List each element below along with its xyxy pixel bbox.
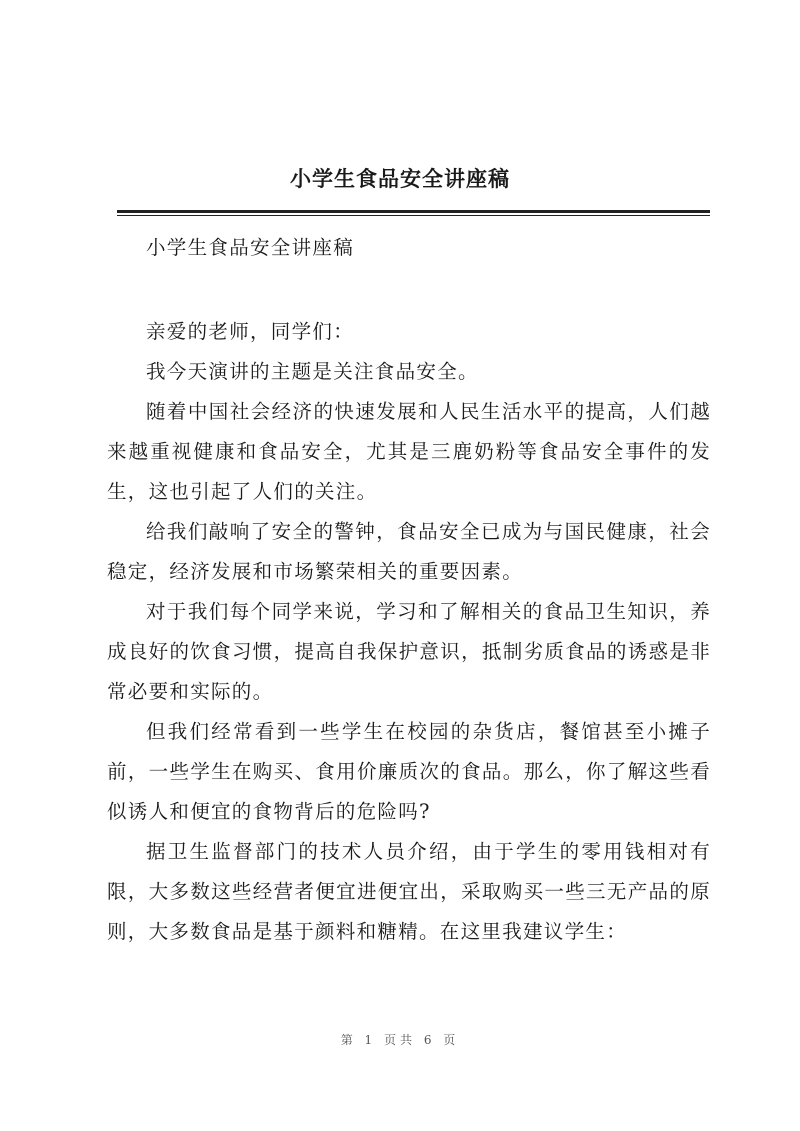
title-divider-thin — [117, 215, 710, 216]
paragraph: 给我们敲响了安全的警钟，食品安全已成为与国民健康，社会稳定，经济发展和市场繁荣相关的重要因素。 — [107, 520, 711, 583]
paragraph: 随着中国社会经济的快速发展和人民生活水平的提高，人们越来越重视健康和食品安全，尤其是三鹿奶粉等食品安全事件的发生，这也引起了人们的关注。 — [107, 400, 711, 503]
paragraph-greeting: 亲爱的老师，同学们： — [146, 320, 355, 343]
paragraph: 据卫生监督部门的技术人员介绍，由于学生的零用钱相对有限，大多数这些经营者便宜进便宜出，采取购买一些三无产品的原则，大多数食品是基于颜料和糖精。在这里我建议学生： — [107, 840, 711, 943]
paragraph: 但我们经常看到一些学生在校园的杂货店，餐馆甚至小摊子前，一些学生在购买、食用价廉质次的食品。那么，你了解这些看似诱人和便宜的食物背后的危险吗? — [107, 720, 711, 823]
document-body — [107, 228, 711, 952]
page-footer: 第 1 页共 6 页 — [340, 1033, 460, 1047]
page-title: 小学生食品安全讲座稿 — [290, 166, 510, 191]
paragraph: 对于我们每个同学来说，学习和了解相关的食品卫生知识，养成良好的饮食习惯，提高自我保护意识，抵制劣质食品的诱惑是非常必要和实际的。 — [107, 600, 711, 703]
title-divider — [117, 210, 710, 213]
paragraph-subtitle: 小学生食品安全讲座稿 — [146, 236, 355, 259]
paragraph: 我今天演讲的主题是关注食品安全。 — [146, 360, 479, 383]
